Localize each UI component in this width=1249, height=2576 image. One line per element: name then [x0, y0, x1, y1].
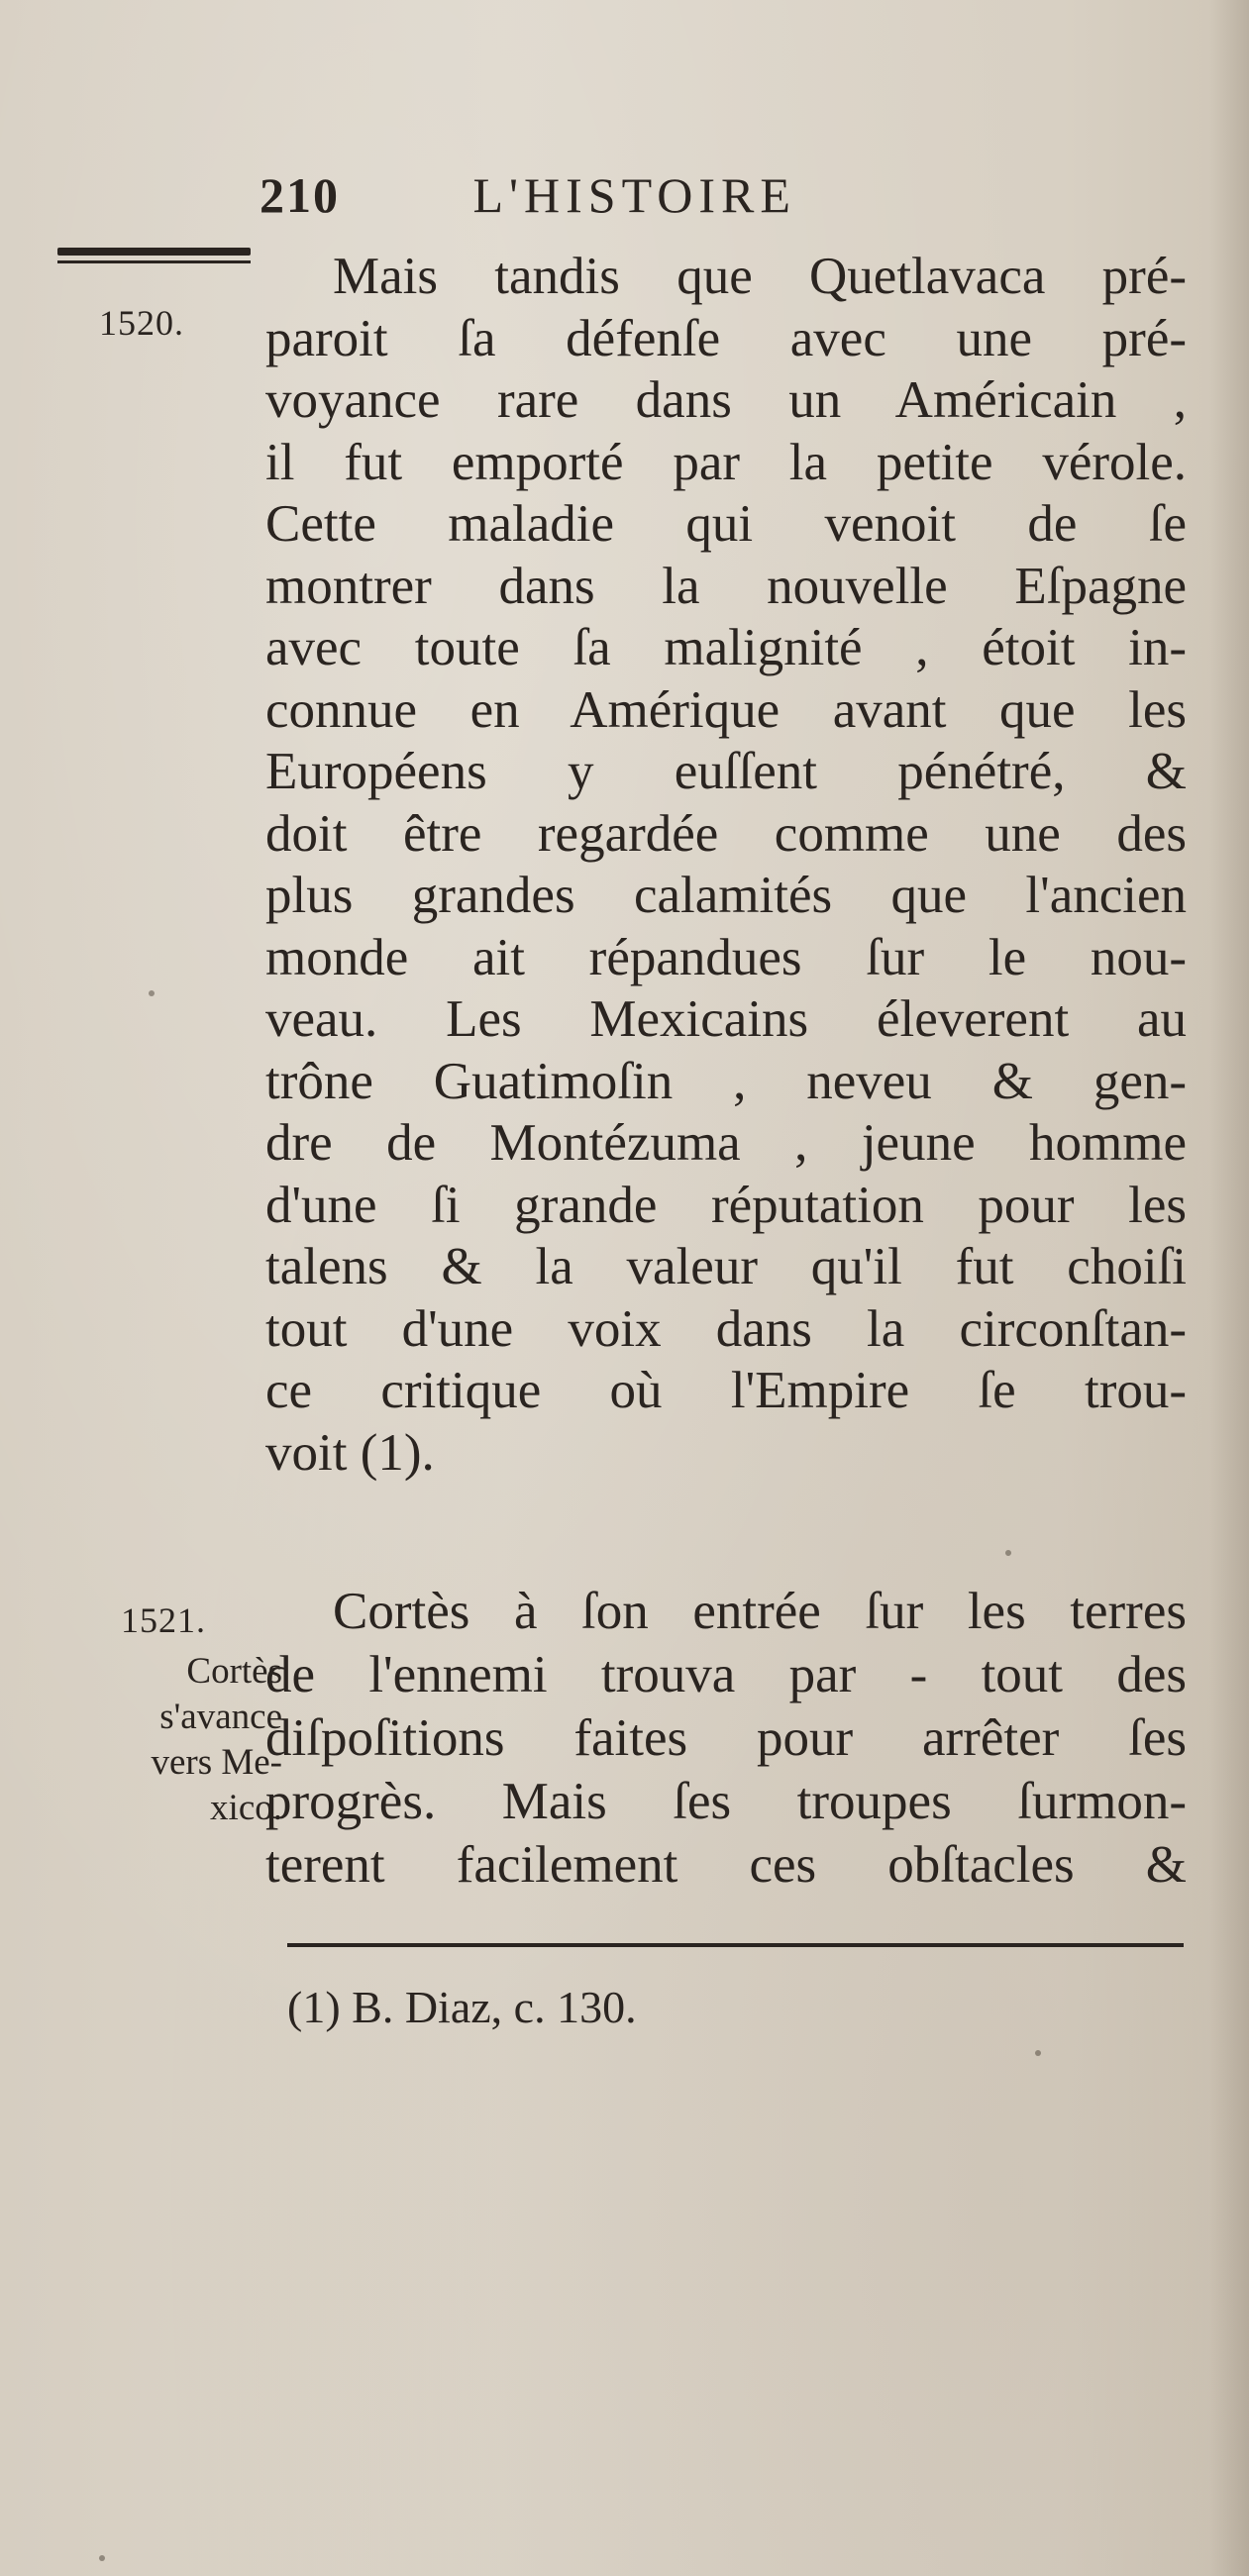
text-line: monde ait répandues ſur le nou-: [265, 928, 1187, 986]
text-line: d'une ſi grande réputation pour les: [265, 1176, 1187, 1234]
text-line: Européens y euſſent pénétré, &: [265, 743, 1187, 800]
text-line: de l'ennemi trouva par - tout des: [265, 1646, 1187, 1703]
header-rule: [57, 248, 251, 256]
text-line: ce critique où l'Empire ſe trou-: [265, 1362, 1187, 1419]
paragraph-1: [265, 246, 1187, 1484]
footnote: (1) B. Diaz, c. 130.: [287, 1982, 637, 2032]
paragraph-2: [265, 1580, 1187, 1897]
text-line: montrer dans la nouvelle Eſpagne: [265, 557, 1187, 615]
margin-year-1521: 1521.: [121, 1600, 206, 1640]
text-line: dre de Montézuma , jeune homme: [265, 1114, 1187, 1172]
side-note-line: Cortès: [186, 1651, 282, 1692]
text-line: doit être regardée comme une des: [265, 804, 1187, 863]
paper-speck: [1035, 2050, 1041, 2056]
side-note-line: vers Me-: [151, 1742, 282, 1783]
text-line: tout d'une voix dans la circonſtan-: [265, 1299, 1187, 1358]
text-line: plus grandes calamités que l'ancien: [265, 867, 1187, 924]
side-note-line: s'avance: [159, 1697, 282, 1737]
text-line: paroit ſa défenſe avec une pré-: [265, 309, 1187, 367]
text-line: talens & la valeur qu'il fut choiſi: [265, 1238, 1187, 1295]
page-number: 210: [260, 167, 340, 223]
paper-speck: [149, 990, 155, 996]
running-title: L'HISTOIRE: [472, 167, 796, 223]
text-line: connue en Amérique avant que les: [265, 680, 1187, 739]
text-line: voit (1).: [265, 1423, 435, 1482]
page-edge-shadow: [1209, 0, 1249, 2576]
header-rule-thin: [57, 260, 251, 263]
text-line: Mais tandis que Quetlavaca pré-: [333, 248, 1187, 305]
text-line: terent facilement ces obſtacles &: [265, 1836, 1187, 1894]
text-line: Cortès à ſon entrée ſur les terres: [333, 1583, 1187, 1640]
text-line: il fut emporté par la petite vérole.: [265, 433, 1187, 491]
paper-speck: [1005, 1550, 1011, 1556]
paper-speck: [99, 2555, 105, 2561]
text-line: avec toute ſa malignité , étoit in-: [265, 619, 1187, 676]
text-line: trône Guatimoſin , neveu & gen-: [265, 1052, 1187, 1110]
text-line: voyance rare dans un Américain ,: [265, 371, 1187, 429]
running-header: [260, 166, 796, 224]
side-note-line: xico.: [210, 1788, 282, 1828]
text-line: veau. Les Mexicains éleverent au: [265, 990, 1187, 1048]
margin-side-note: [104, 1649, 282, 1831]
text-line: progrès. Mais ſes troupes ſurmon-: [265, 1773, 1187, 1830]
text-line: Cette maladie qui venoit de ſe: [265, 495, 1187, 553]
footnote-rule: [287, 1943, 1184, 1947]
text-line: diſpoſitions faites pour arrêter ſes: [265, 1709, 1187, 1767]
margin-year-1520: 1520.: [99, 303, 184, 343]
